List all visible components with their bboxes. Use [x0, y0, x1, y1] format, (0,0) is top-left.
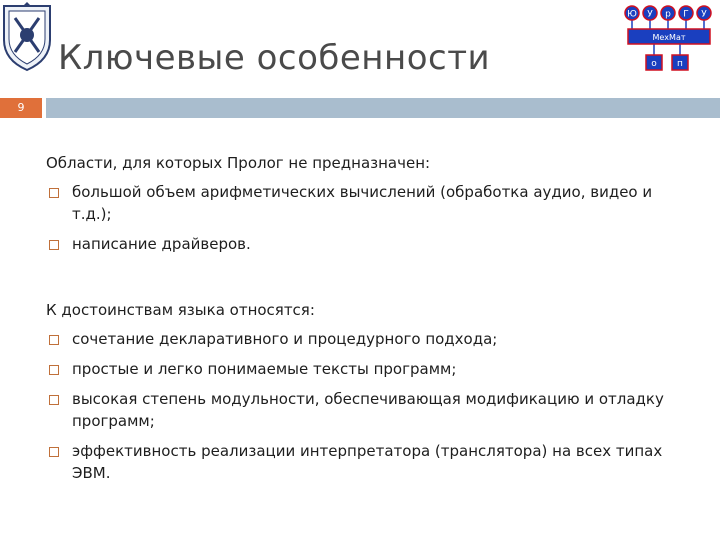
section-heading: Области, для которых Пролог не предназначен:	[46, 154, 431, 172]
list-item	[46, 328, 676, 350]
logo-letter: Г	[683, 9, 689, 20]
university-crest-icon	[0, 0, 54, 72]
section-not-intended	[46, 153, 676, 255]
list-item-text: сочетание декларативного и процедурного подхода;	[72, 330, 498, 348]
list-item-text: эффективность реализации интерпретатора (транслятора) на всех типах ЭВМ.	[72, 442, 663, 482]
section-heading: К достоинствам языка относятся:	[46, 301, 315, 319]
logo-letter: п	[677, 59, 683, 69]
mehmat-logo-icon	[624, 2, 714, 76]
square-bullet-icon	[49, 447, 59, 457]
bullet-list	[46, 328, 676, 484]
bullet-list	[46, 181, 676, 255]
square-bullet-icon	[49, 395, 59, 405]
list-item-text: простые и легко понимаемые тексты программ;	[72, 360, 457, 378]
logo-center-label: МехМат	[652, 33, 686, 42]
section-advantages	[46, 300, 676, 484]
list-item	[46, 233, 676, 255]
list-item-text: большой объем арифметических вычислений (обработка аудио, видео и т.д.);	[72, 183, 653, 223]
list-item	[46, 440, 676, 484]
square-bullet-icon	[49, 335, 59, 345]
square-bullet-icon	[49, 240, 59, 250]
square-bullet-icon	[49, 188, 59, 198]
list-item	[46, 358, 676, 380]
list-item	[46, 181, 676, 225]
logo-letter: У	[701, 9, 707, 20]
slide-number: 9	[0, 98, 42, 118]
slide-title: Ключевые особенности	[58, 38, 491, 78]
list-item	[46, 388, 676, 432]
list-item-text: высокая степень модульности, обеспечивающая модификацию и отладку программ;	[72, 390, 664, 430]
header-band	[46, 98, 720, 118]
list-item-text: написание драйверов.	[72, 235, 251, 253]
logo-letter: о	[651, 59, 657, 69]
logo-letter: Ю	[627, 9, 637, 20]
logo-letter: р	[665, 9, 671, 20]
logo-letter: У	[647, 9, 653, 20]
square-bullet-icon	[49, 365, 59, 375]
